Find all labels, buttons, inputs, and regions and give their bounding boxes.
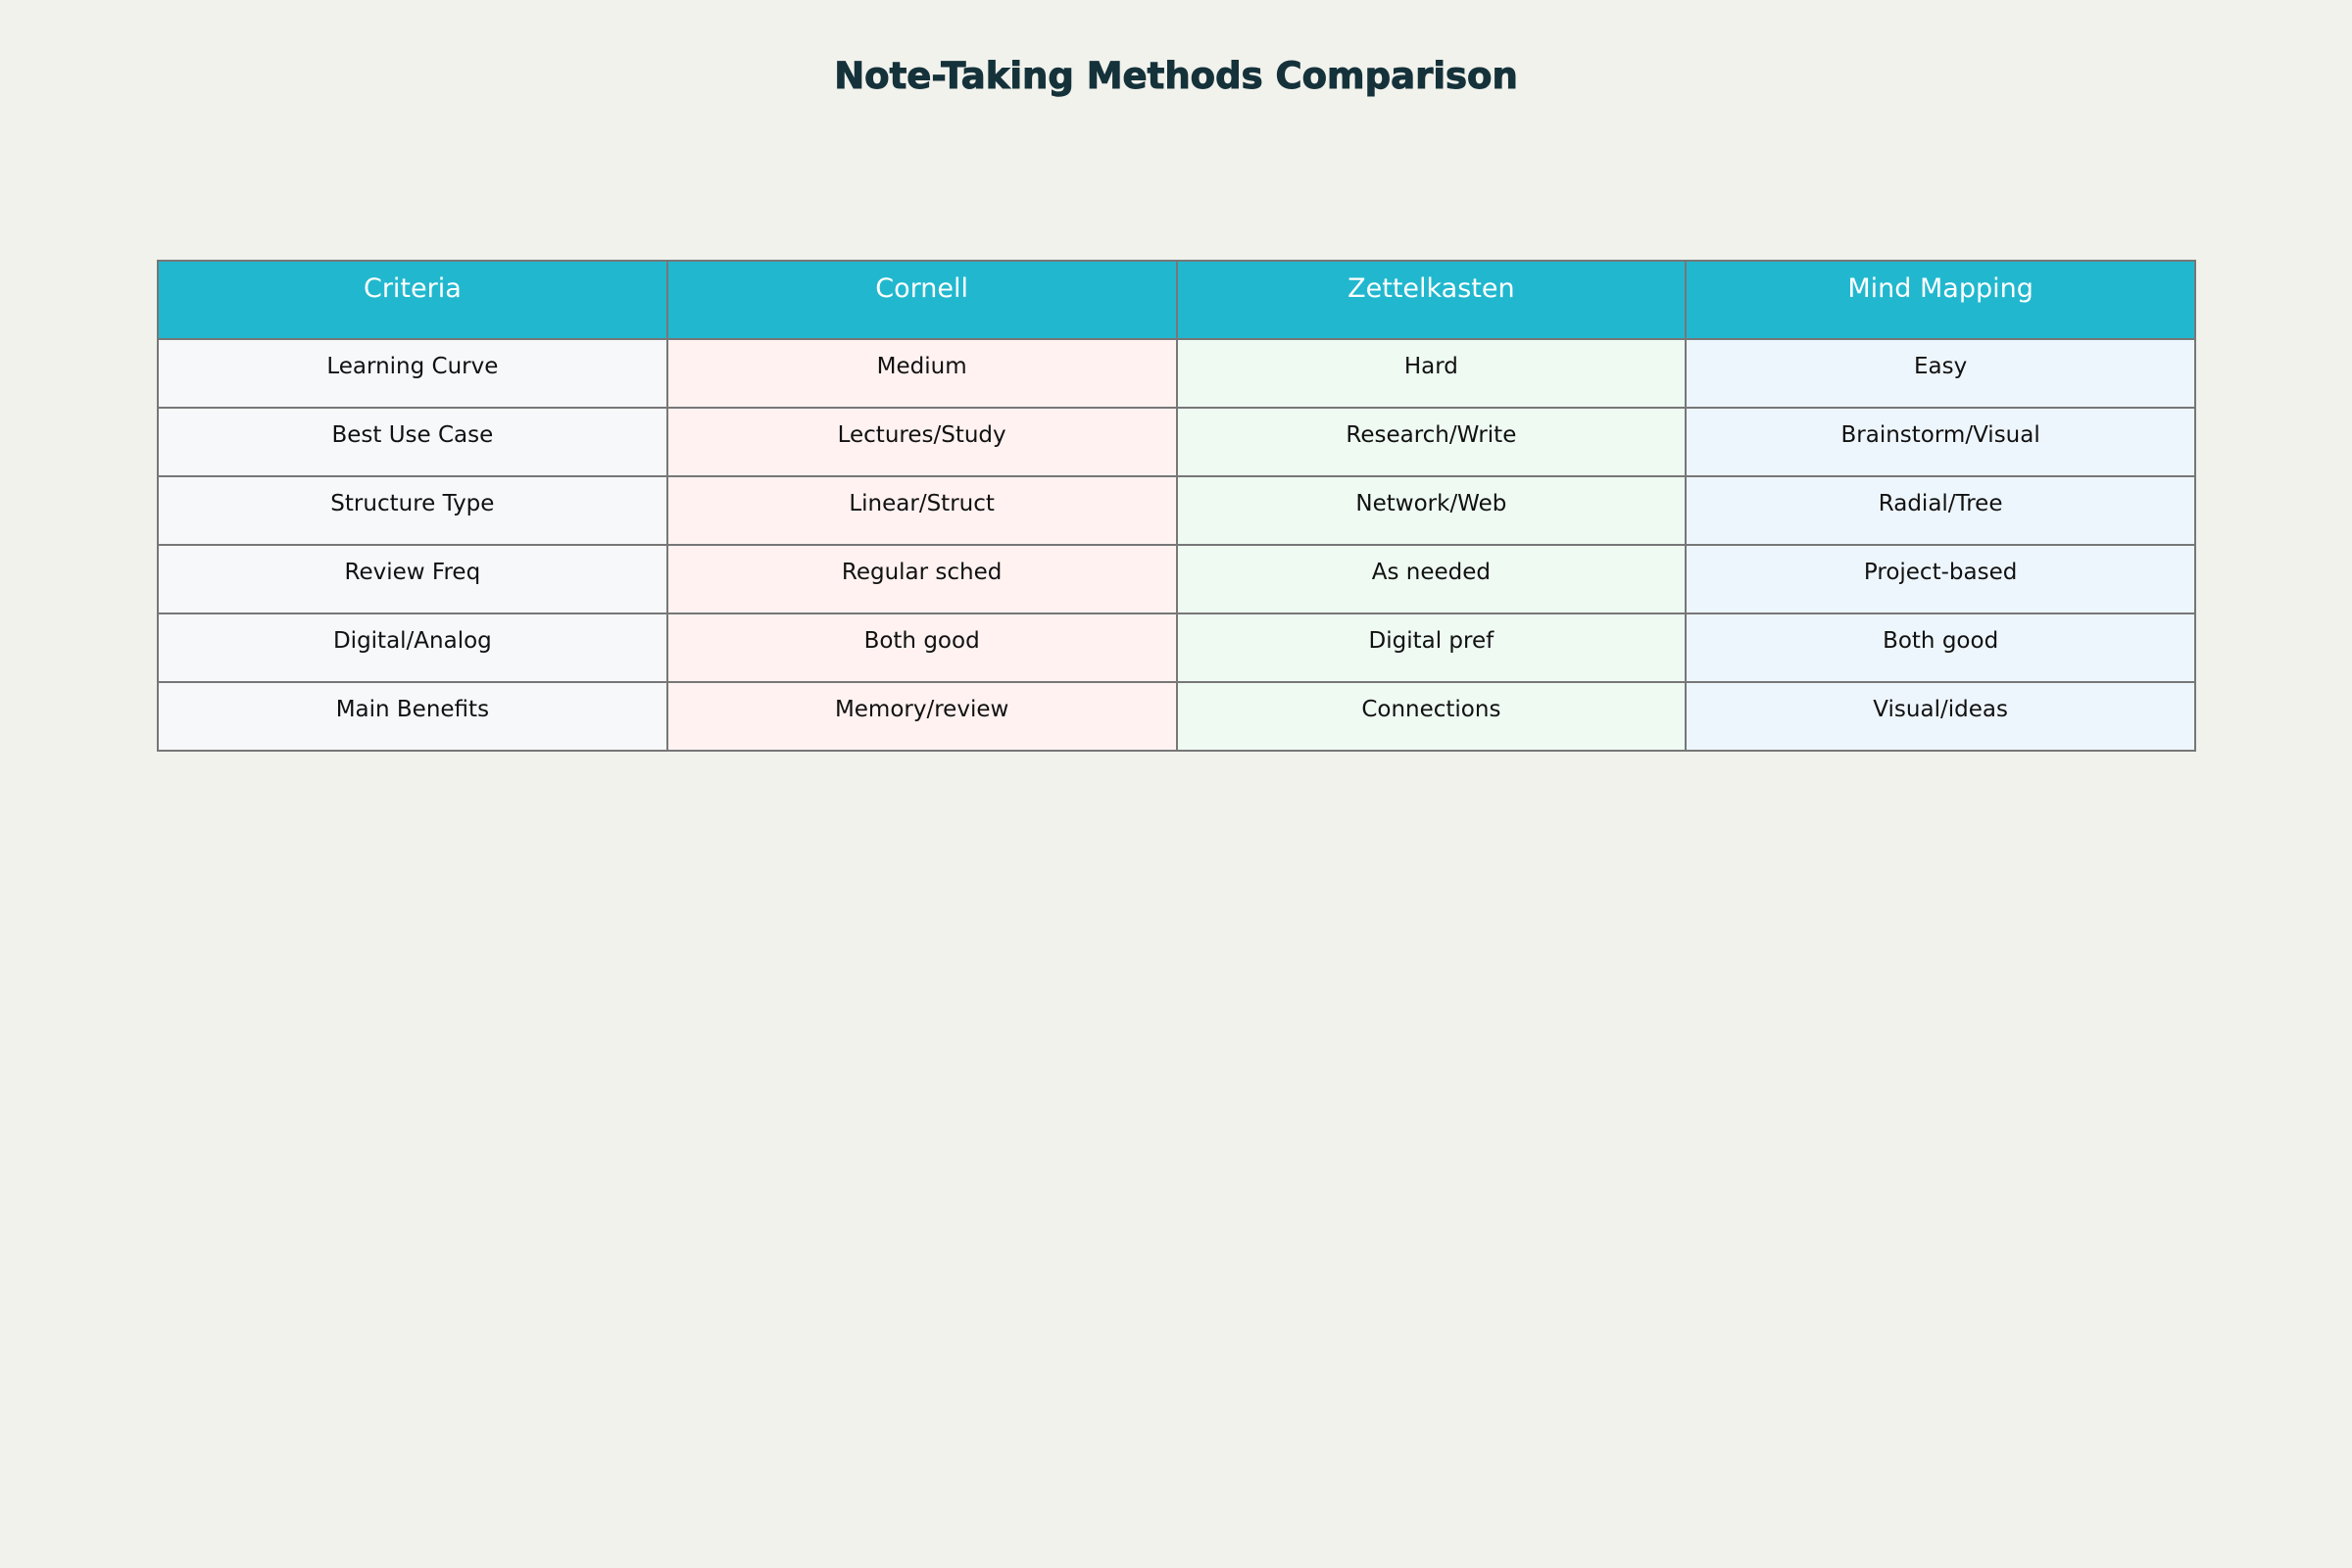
table-cell: Review Freq xyxy=(158,545,667,613)
table-row xyxy=(158,476,2195,545)
table-cell: Both good xyxy=(667,613,1177,682)
table-cell: Digital/Analog xyxy=(158,613,667,682)
table-cell: Both good xyxy=(1686,613,2195,682)
table-cell: Regular sched xyxy=(667,545,1177,613)
table-header xyxy=(158,261,2195,339)
header-cell-criteria: Criteria xyxy=(158,261,667,339)
table-cell: Structure Type xyxy=(158,476,667,545)
table-cell: Hard xyxy=(1177,339,1687,408)
table-cell: Best Use Case xyxy=(158,408,667,476)
table-cell: Digital pref xyxy=(1177,613,1687,682)
table-cell: Main Benefits xyxy=(158,682,667,751)
header-row xyxy=(158,261,2195,339)
table-cell: Medium xyxy=(667,339,1177,408)
table-row xyxy=(158,545,2195,613)
table-row xyxy=(158,339,2195,408)
header-cell-cornell: Cornell xyxy=(667,261,1177,339)
table-cell: Lectures/Study xyxy=(667,408,1177,476)
table-cell: Network/Web xyxy=(1177,476,1687,545)
table-cell: Memory/review xyxy=(667,682,1177,751)
header-cell-mind-mapping: Mind Mapping xyxy=(1686,261,2195,339)
table-cell: Visual/ideas xyxy=(1686,682,2195,751)
table-cell: Easy xyxy=(1686,339,2195,408)
table-cell: Project-based xyxy=(1686,545,2195,613)
table-row xyxy=(158,613,2195,682)
table-row xyxy=(158,682,2195,751)
header-cell-zettelkasten: Zettelkasten xyxy=(1177,261,1687,339)
table-cell: Research/Write xyxy=(1177,408,1687,476)
table-cell: As needed xyxy=(1177,545,1687,613)
table-cell: Radial/Tree xyxy=(1686,476,2195,545)
comparison-table xyxy=(157,260,2196,752)
table-cell: Connections xyxy=(1177,682,1687,751)
comparison-table-container xyxy=(157,260,2196,752)
table-cell: Brainstorm/Visual xyxy=(1686,408,2195,476)
table-row xyxy=(158,408,2195,476)
table-cell: Linear/Struct xyxy=(667,476,1177,545)
table-body xyxy=(158,339,2195,751)
chart-title: Note-Taking Methods Comparison xyxy=(834,55,1518,97)
table-cell: Learning Curve xyxy=(158,339,667,408)
